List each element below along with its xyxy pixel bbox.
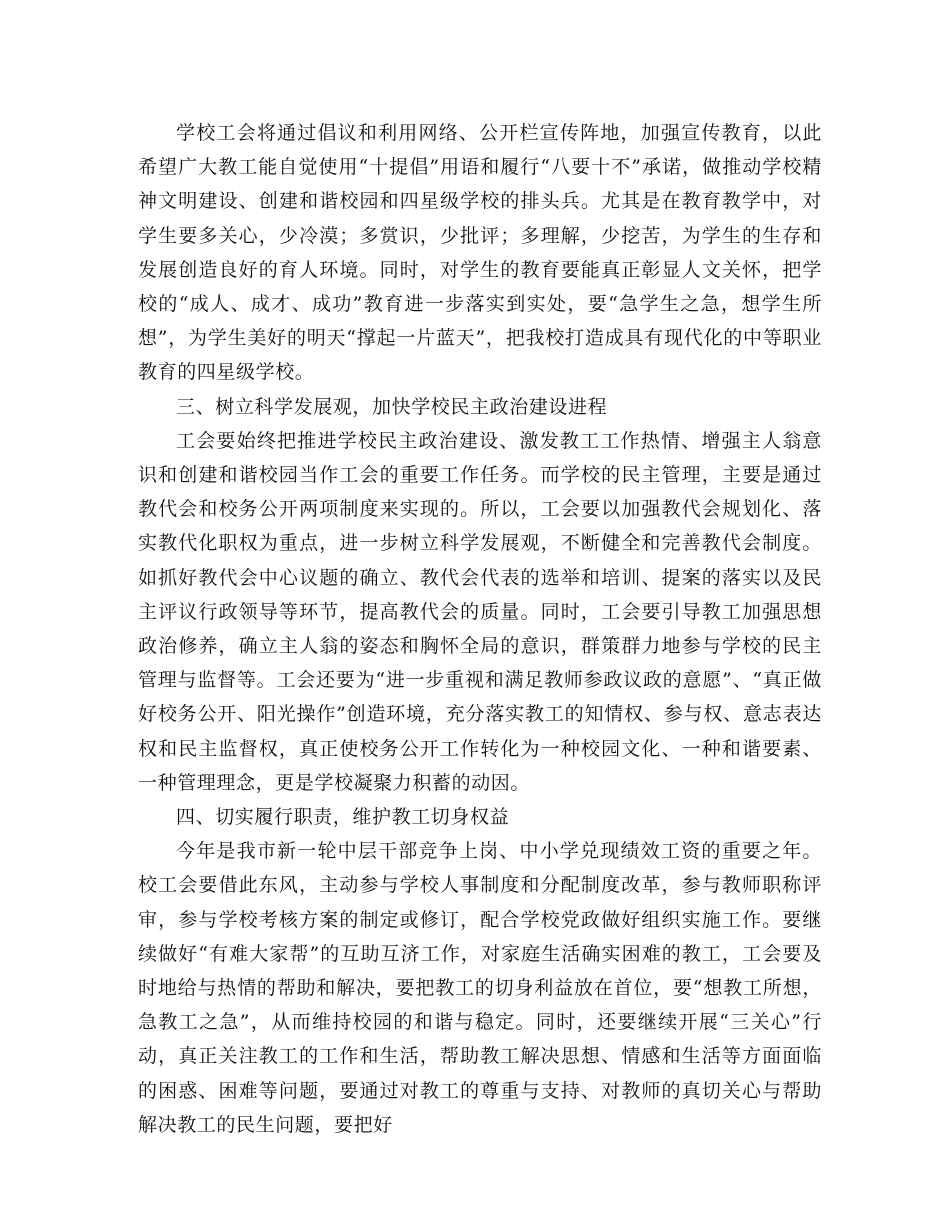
paragraph-democratic-management: 工会要始终把推进学校民主政治建设、激发教工工作热情、增强主人翁意识和创建和谐校园当作工会的重要工作任务。而学校的民主管理，主要是通过教代会和校务公开两项制度来实现的。所以，工会要以加强教代会规划化、落实教代化职权为重点，进一步树立科学发展观，不断健全和完善教代会制度。如抓好教代会中心议题的确立、教代会代表的选举和培训、提案的落实以及民主评议行政领导等环节，提高教代会的质量。同时，工会要引导教工加强思想政治修养，确立主人翁的姿态和胸怀全局的意识，群策群力地参与学校的民主管理与监督等。工会还要为“进一步重视和满足教师参政议政的意愿”、“真正做好校务公开、阳光操作”创造环境，充分落实教工的知情权、参与权、意志表达权和民主监督权，真正使校务公开工作转化为一种校园文化、一种和谐要素、一种管理理念，更是学校凝聚力积蓄的动因。 bbox=[138, 429, 822, 794]
paragraph-staff-rights: 今年是我市新一轮中层干部竞争上岗、中小学兑现绩效工资的重要之年。校工会要借此东风，主动参与学校人事制度和分配制度改革，参与教师职称评审，参与学校考核方案的制定或修订，配合学校党政做好组织实施工作。要继续做好“有难大家帮”的互助互济工作，对家庭生活确实困难的教工，工会要及时地给与热情的帮助和解决，要把教工的切身利益放在首位，要“想教工所想，急教工之急”，从而维持校园的和谐与稳定。同时，还要继续开展“三关心”行动，真正关注教工的工作和生活，帮助教工解决思想、情感和生活等方面面临的困惑、困难等问题，要通过对教工的尊重与支持、对教师的真切关心与帮助解决教工的民生问题，要把好 bbox=[138, 840, 822, 1136]
document-body bbox=[138, 116, 822, 1142]
section-heading-four: 四、切实履行职责，维护教工切身权益 bbox=[176, 806, 510, 829]
section-heading-three: 三、树立科学发展观，加快学校民主政治建设进程 bbox=[176, 395, 608, 418]
paragraph-publicity-education: 学校工会将通过倡议和利用网络、公开栏宣传阵地，加强宣传教育，以此希望广大教工能自觉使用“十提倡”用语和履行“八要十不”承诺，做推动学校精神文明建设、创建和谐校园和四星级学校的排头兵。尤其是在教育教学中，对学生要多关心，少冷漠；多赏识，少批评；多理解，少挖苦，为学生的生存和发展创造良好的育人环境。同时，对学生的教育要能真正彰显人文关怀，把学校的“成人、成才、成功”教育进一步落实到实处，要“急学生之急，想学生所想”，为学生美好的明天“撑起一片蓝天”，把我校打造成具有现代化的中等职业教育的四星级学校。 bbox=[138, 122, 822, 384]
